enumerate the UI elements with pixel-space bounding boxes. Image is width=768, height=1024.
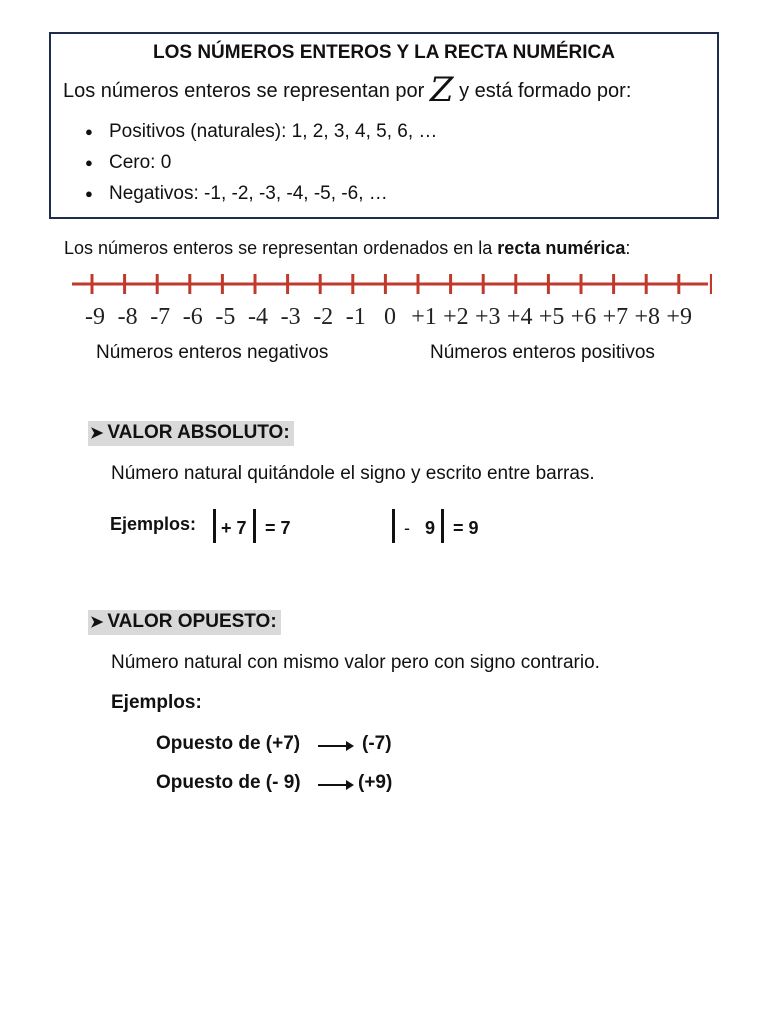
opposite-ex1-left: Opuesto de (+7) bbox=[156, 733, 301, 754]
negative-caption: Números enteros negativos bbox=[96, 342, 329, 363]
page-title: LOS NÚMEROS ENTEROS Y LA RECTA NUMÉRICA bbox=[152, 42, 615, 63]
number-line-label: -7 bbox=[150, 304, 171, 330]
arrowhead-bullet-icon: ➤ bbox=[90, 614, 104, 631]
positive-caption: Números enteros positivos bbox=[430, 342, 655, 363]
list-item-negative: ● Negativos: -1, -2, -3, -4, -5, -6, … bbox=[109, 178, 437, 209]
absolute-ex2-number: 9 bbox=[425, 518, 436, 538]
absolute-bar-right bbox=[253, 509, 256, 543]
integer-types-list bbox=[51, 116, 437, 209]
absolute-ex1-inner: + 7 bbox=[221, 518, 247, 538]
list-item-zero: ● Cero: 0 bbox=[109, 147, 437, 178]
number-line-label: +9 bbox=[666, 304, 692, 330]
intro-text-before: Los números enteros se representan por bbox=[63, 80, 425, 102]
absolute-value-heading-text: VALOR ABSOLUTO: bbox=[107, 422, 290, 443]
opposite-value-heading-text: VALOR OPUESTO: bbox=[107, 611, 277, 632]
number-line-label: -3 bbox=[280, 304, 301, 330]
integer-set-symbol: Z bbox=[429, 70, 454, 110]
number-line-label: +3 bbox=[475, 304, 501, 330]
opposite-examples-label: Ejemplos: bbox=[111, 692, 202, 713]
arrowhead-bullet-icon: ➤ bbox=[90, 425, 104, 442]
number-line-label: -5 bbox=[215, 304, 236, 330]
right-arrow-icon bbox=[318, 784, 352, 786]
number-line-label: +8 bbox=[634, 304, 661, 330]
opposite-value-heading bbox=[88, 610, 281, 635]
opposite-ex2-left: Opuesto de (- 9) bbox=[156, 772, 301, 793]
absolute-ex2-result: = 9 bbox=[453, 518, 479, 538]
opposite-ex2-right: (+9) bbox=[358, 772, 393, 793]
number-line-label: -1 bbox=[345, 304, 366, 330]
numberline-intro-colon: : bbox=[625, 238, 631, 258]
number-line-label: -2 bbox=[313, 304, 334, 330]
number-line-label: -8 bbox=[117, 304, 138, 330]
opposite-value-definition: Número natural con mismo valor pero con signo contrario. bbox=[111, 652, 600, 673]
list-item-positive: ● Positivos (naturales): 1, 2, 3, 4, 5, 6, … bbox=[109, 116, 437, 147]
numberline-intro-text: Los números enteros se representan ordenados en la bbox=[64, 238, 493, 258]
number-line-label: +5 bbox=[538, 304, 565, 330]
number-line-label: +7 bbox=[602, 304, 629, 330]
absolute-ex1-result: = 7 bbox=[265, 518, 291, 538]
absolute-bar-left-2 bbox=[392, 509, 395, 543]
number-line-label: +2 bbox=[443, 304, 469, 330]
number-line-label: +1 bbox=[411, 304, 437, 330]
number-line-label: +6 bbox=[570, 304, 597, 330]
number-line-label: -9 bbox=[85, 304, 105, 330]
intro-text-after: y está formado por: bbox=[459, 80, 632, 102]
numberline-intro-bold: recta numérica bbox=[497, 238, 626, 258]
definition-intro bbox=[63, 70, 632, 110]
number-line-label: -4 bbox=[248, 304, 268, 330]
absolute-ex2-sign: - bbox=[404, 518, 410, 538]
absolute-bar-right-2 bbox=[441, 509, 444, 543]
number-line-label: 0 bbox=[384, 304, 396, 330]
numberline-intro bbox=[64, 238, 630, 259]
number-line-label: -6 bbox=[182, 304, 203, 330]
definition-box bbox=[49, 32, 719, 219]
opposite-ex1-right: (-7) bbox=[362, 733, 392, 754]
absolute-value-heading bbox=[88, 421, 294, 446]
absolute-value-definition: Número natural quitándole el signo y escrito entre barras. bbox=[111, 463, 595, 484]
absolute-examples-label: Ejemplos: bbox=[110, 514, 197, 534]
right-arrow-icon bbox=[318, 745, 352, 747]
number-line-label: +4 bbox=[506, 304, 533, 330]
absolute-bar-left bbox=[213, 509, 216, 543]
number-line bbox=[72, 268, 712, 332]
